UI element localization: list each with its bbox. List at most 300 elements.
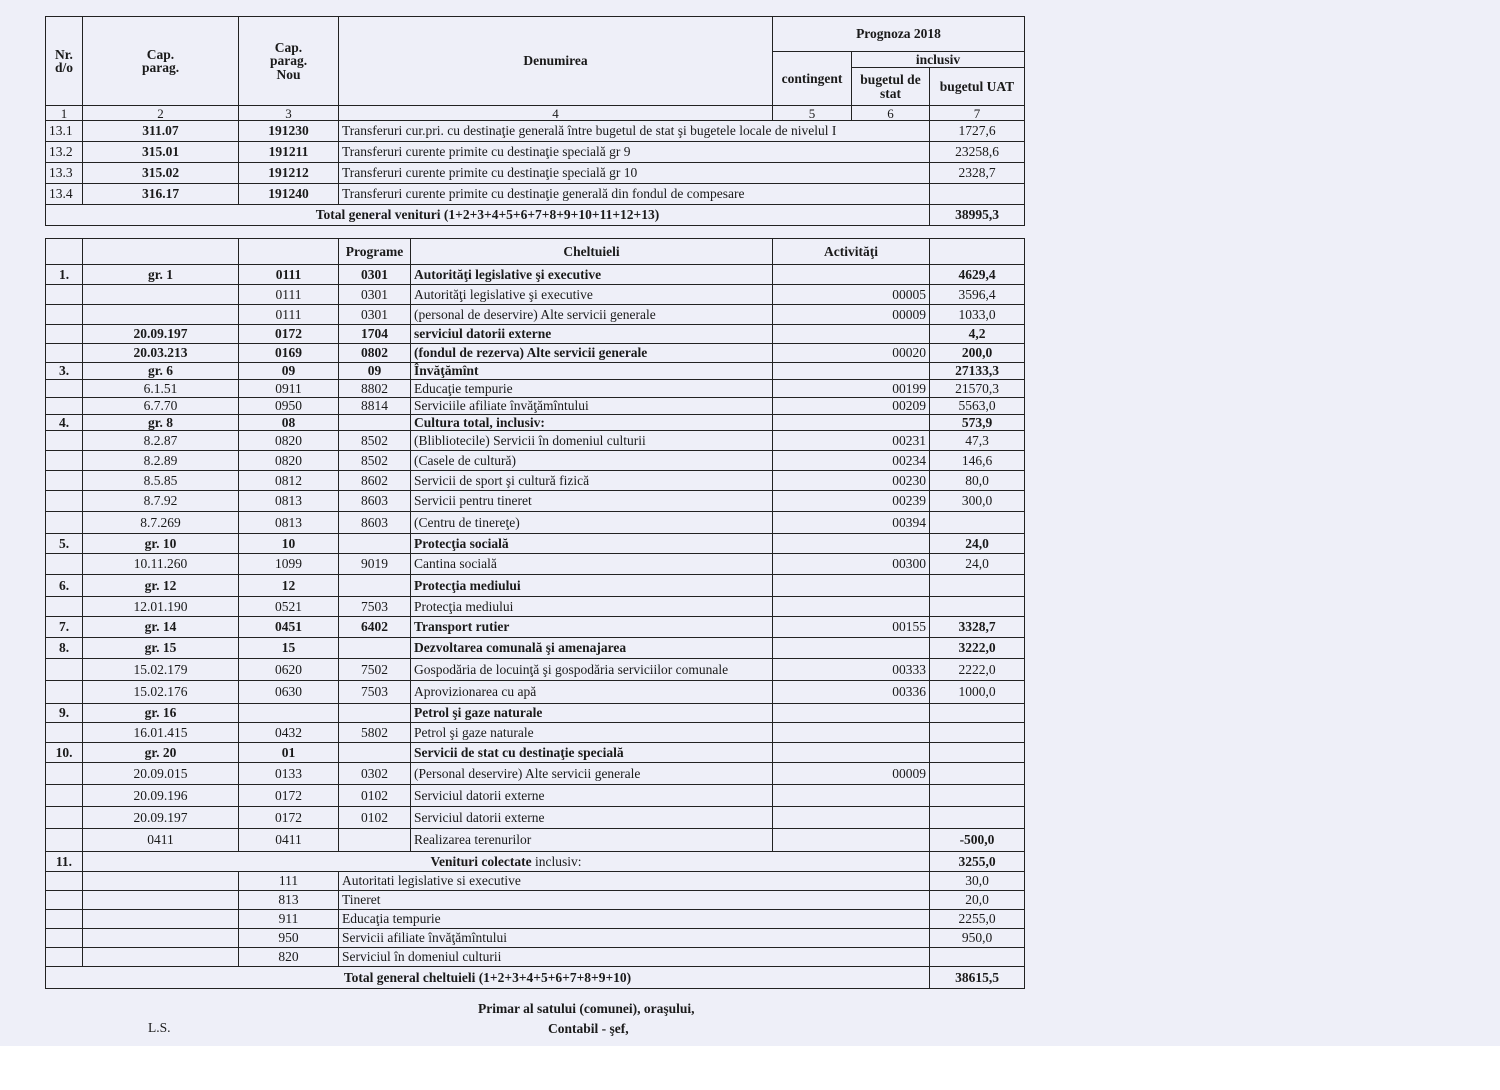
expense-row (46, 380, 1025, 398)
cap-parag-nou: 0521 (239, 597, 339, 617)
cap-parag-nou: 0133 (239, 763, 339, 785)
expense-row (46, 743, 1025, 763)
cap-parag: 20.09.197 (83, 807, 239, 829)
collected-item-row (46, 910, 1025, 929)
expense-value: 80,0 (930, 471, 1025, 491)
program-code: 7503 (339, 597, 411, 617)
row-number: 4. (46, 415, 83, 431)
cap-parag-nou: 191212 (239, 163, 339, 184)
row-number (46, 723, 83, 743)
expense-value (930, 763, 1025, 785)
expense-row (46, 617, 1025, 638)
collected-row: 11. Venituri colectate inclusiv: 3255,0 (46, 852, 1025, 872)
expense-name: Protecţia mediului (411, 575, 773, 597)
cap-parag-nou: 0432 (239, 723, 339, 743)
collected-name: Servicii afiliate învăţămîntului (339, 929, 930, 948)
expense-name: Realizarea terenurilor (411, 829, 773, 852)
row-number (46, 785, 83, 807)
cap-parag-nou: 0813 (239, 512, 339, 534)
collected-value: 950,0 (930, 929, 1025, 948)
cap-parag: 8.7.269 (83, 512, 239, 534)
revenue-value: 1727,6 (930, 121, 1025, 142)
expense-name: Aprovizionarea cu apă (411, 681, 773, 704)
header-programe: Programe (339, 239, 411, 265)
expense-name: serviciul datorii externe (411, 325, 773, 344)
expense-row (46, 431, 1025, 451)
expense-value: 27133,3 (930, 363, 1025, 380)
expense-value: 21570,3 (930, 380, 1025, 398)
program-code: 5802 (339, 723, 411, 743)
column-numbers-row: 1 2 3 4 5 6 7 (46, 106, 1025, 121)
cap-parag: 20.09.196 (83, 785, 239, 807)
cap-parag-nou: 01 (239, 743, 339, 763)
row-number (46, 380, 83, 398)
cap-parag: 15.02.176 (83, 681, 239, 704)
activity-code: 00009 (773, 763, 930, 785)
program-code: 8602 (339, 471, 411, 491)
cap-parag: gr. 1 (83, 265, 239, 285)
cap-parag: gr. 10 (83, 534, 239, 554)
expense-name: Petrol şi gaze naturale (411, 723, 773, 743)
revenue-table (45, 16, 1025, 226)
revenue-row (46, 121, 1025, 142)
row-number (46, 325, 83, 344)
cap-parag: 8.7.92 (83, 491, 239, 512)
expense-value: 573,9 (930, 415, 1025, 431)
cap-parag: gr. 14 (83, 617, 239, 638)
program-code: 8603 (339, 512, 411, 534)
program-code: 9019 (339, 554, 411, 575)
row-number (46, 659, 83, 681)
header-activitati: Activităţi (773, 239, 930, 265)
cap-parag-nou: 0820 (239, 431, 339, 451)
cap-parag: 10.11.260 (83, 554, 239, 575)
activity-code: 00020 (773, 344, 930, 363)
expense-name: (Casele de cultură) (411, 451, 773, 471)
expense-row (46, 575, 1025, 597)
row-number: 1. (46, 265, 83, 285)
program-code (339, 575, 411, 597)
cap-parag-nou: 15 (239, 638, 339, 659)
program-code (339, 704, 411, 723)
expense-row (46, 659, 1025, 681)
program-code: 0302 (339, 763, 411, 785)
collected-item-row (46, 872, 1025, 891)
collected-value: 20,0 (930, 891, 1025, 910)
header-nr: Nr. d/o (46, 17, 83, 106)
cap-parag: gr. 20 (83, 743, 239, 763)
activity-code (773, 534, 930, 554)
cap-parag: 0411 (83, 829, 239, 852)
row-number: 13.2 (46, 142, 83, 163)
collected-item-row (46, 929, 1025, 948)
expense-value (930, 512, 1025, 534)
row-number (46, 807, 83, 829)
cap-parag-nou: 10 (239, 534, 339, 554)
activity-code (773, 638, 930, 659)
cap-parag: 16.01.415 (83, 723, 239, 743)
program-code (339, 743, 411, 763)
collected-item-row (46, 948, 1025, 967)
cap-parag-nou: 0172 (239, 785, 339, 807)
row-number (46, 597, 83, 617)
expense-row (46, 325, 1025, 344)
program-code: 8502 (339, 431, 411, 451)
program-code: 0301 (339, 305, 411, 325)
collected-item-row (46, 891, 1025, 910)
cap-parag-nou: 09 (239, 363, 339, 380)
row-number (46, 451, 83, 471)
cap-parag: 8.5.85 (83, 471, 239, 491)
expense-name: Servicii de stat cu destinaţie specială (411, 743, 773, 763)
activity-code (773, 723, 930, 743)
cap-parag-nou: 12 (239, 575, 339, 597)
revenue-total-label: Total general venituri (1+2+3+4+5+6+7+8+9+10+11+12+13) (46, 205, 930, 226)
cap-parag-nou: 191240 (239, 184, 339, 205)
expense-value: 24,0 (930, 534, 1025, 554)
row-number: 3. (46, 363, 83, 380)
cap-parag: gr. 16 (83, 704, 239, 723)
stamp-place-label: L.S. (148, 1020, 171, 1035)
cap-parag: 20.09.015 (83, 763, 239, 785)
expense-name: Petrol şi gaze naturale (411, 704, 773, 723)
collected-code: 820 (239, 948, 339, 967)
row-number: 13.4 (46, 184, 83, 205)
page-margin (0, 1046, 1500, 1090)
expense-name: Protecţia mediului (411, 597, 773, 617)
header-denumirea: Denumirea (339, 17, 773, 106)
expense-total-row (46, 967, 1025, 989)
cap-parag-nou: 08 (239, 415, 339, 431)
expense-row (46, 285, 1025, 305)
row-number (46, 305, 83, 325)
activity-code: 00155 (773, 617, 930, 638)
activity-code: 00209 (773, 398, 930, 415)
row-number (46, 285, 83, 305)
header-contingent: contingent (773, 52, 852, 106)
header-bugetul-uat: bugetul UAT (930, 68, 1025, 106)
cap-parag: gr. 6 (83, 363, 239, 380)
row-number: 10. (46, 743, 83, 763)
expense-row (46, 681, 1025, 704)
cap-parag-nou: 0172 (239, 807, 339, 829)
program-code (339, 829, 411, 852)
expense-row (46, 398, 1025, 415)
expense-value: 2222,0 (930, 659, 1025, 681)
expense-row (46, 305, 1025, 325)
program-code: 7502 (339, 659, 411, 681)
expense-name: Serviciul datorii externe (411, 807, 773, 829)
cap-parag: 20.03.213 (83, 344, 239, 363)
program-code: 0102 (339, 807, 411, 829)
row-number (46, 398, 83, 415)
cap-parag-nou: 191230 (239, 121, 339, 142)
expense-row (46, 638, 1025, 659)
activity-code (773, 743, 930, 763)
expense-name: Cantina socială (411, 554, 773, 575)
cap-parag: 316.17 (83, 184, 239, 205)
activity-code: 00394 (773, 512, 930, 534)
expense-value (930, 723, 1025, 743)
program-code: 0802 (339, 344, 411, 363)
expense-value: 3596,4 (930, 285, 1025, 305)
row-number (46, 681, 83, 704)
activity-code: 00230 (773, 471, 930, 491)
header-cap-parag-nou: Cap. parag. Nou (239, 17, 339, 106)
header-bugetul-stat: bugetul de stat (852, 68, 930, 106)
header-cheltuieli: Cheltuieli (411, 239, 773, 265)
cap-parag: 315.02 (83, 163, 239, 184)
expense-row (46, 597, 1025, 617)
revenue-value: 2328,7 (930, 163, 1025, 184)
cap-parag-nou: 0111 (239, 305, 339, 325)
revenue-total-row (46, 205, 1025, 226)
expense-row (46, 344, 1025, 363)
expense-total-value: 38615,5 (930, 967, 1025, 989)
cap-parag (83, 285, 239, 305)
collected-value: 2255,0 (930, 910, 1025, 929)
expense-row (46, 471, 1025, 491)
expense-row (46, 829, 1025, 852)
cap-parag-nou: 0169 (239, 344, 339, 363)
expense-name: Educaţie tempurie (411, 380, 773, 398)
revenue-row (46, 163, 1025, 184)
cap-parag: gr. 8 (83, 415, 239, 431)
row-number: 13.1 (46, 121, 83, 142)
collected-name: Serviciul în domeniul culturii (339, 948, 930, 967)
expense-value (930, 704, 1025, 723)
expense-value: 3222,0 (930, 638, 1025, 659)
collected-code: 950 (239, 929, 339, 948)
expense-value: 5563,0 (930, 398, 1025, 415)
cap-parag-nou: 0820 (239, 451, 339, 471)
expense-row (46, 363, 1025, 380)
expense-value: 300,0 (930, 491, 1025, 512)
expense-name: Cultura total, inclusiv: (411, 415, 773, 431)
expense-name: Transport rutier (411, 617, 773, 638)
activity-code (773, 363, 930, 380)
cap-parag: 8.2.87 (83, 431, 239, 451)
expense-name: Protecţia socială (411, 534, 773, 554)
row-number (46, 491, 83, 512)
row-number: 9. (46, 704, 83, 723)
cap-parag-nou: 0172 (239, 325, 339, 344)
row-number: 8. (46, 638, 83, 659)
row-number: 7. (46, 617, 83, 638)
expense-name: Autorităţi legislative şi executive (411, 265, 773, 285)
revenue-name: Transferuri cur.pri. cu destinaţie generală între bugetul de stat şi bugetele locale de nivelul I (339, 121, 930, 142)
row-number: 6. (46, 575, 83, 597)
expense-name: (Blibliotecile) Servicii în domeniul culturii (411, 431, 773, 451)
expense-value: 1033,0 (930, 305, 1025, 325)
expense-row (46, 534, 1025, 554)
expense-name: (Personal deservire) Alte servicii generale (411, 763, 773, 785)
program-code: 0301 (339, 265, 411, 285)
expense-row (46, 763, 1025, 785)
row-number (46, 471, 83, 491)
activity-code: 00239 (773, 491, 930, 512)
expense-row (46, 807, 1025, 829)
cap-parag-nou: 1099 (239, 554, 339, 575)
expense-value: 1000,0 (930, 681, 1025, 704)
expense-name: (fondul de rezerva) Alte servicii generale (411, 344, 773, 363)
cap-parag: 6.1.51 (83, 380, 239, 398)
expense-value (930, 743, 1025, 763)
revenue-total-value: 38995,3 (930, 205, 1025, 226)
activity-code (773, 829, 930, 852)
expense-value: 4,2 (930, 325, 1025, 344)
row-number (46, 763, 83, 785)
expense-value: -500,0 (930, 829, 1025, 852)
expense-row (46, 265, 1025, 285)
cap-parag: 12.01.190 (83, 597, 239, 617)
program-code (339, 534, 411, 554)
activity-code: 00234 (773, 451, 930, 471)
expense-name: Învăţămînt (411, 363, 773, 380)
revenue-row (46, 184, 1025, 205)
activity-code: 00300 (773, 554, 930, 575)
expense-row (46, 723, 1025, 743)
expense-name: (personal de deservire) Alte servicii generale (411, 305, 773, 325)
revenue-name: Transferuri curente primite cu destinaţie specială gr 9 (339, 142, 930, 163)
collected-name: Tineret (339, 891, 930, 910)
revenue-row (46, 142, 1025, 163)
program-code: 1704 (339, 325, 411, 344)
expense-name: Autorităţi legislative şi executive (411, 285, 773, 305)
cap-parag (83, 305, 239, 325)
row-number (46, 512, 83, 534)
activity-code (773, 704, 930, 723)
collected-code: 813 (239, 891, 339, 910)
header-prognoza: Prognoza 2018 (773, 17, 1025, 52)
revenue-name: Transferuri curente primite cu destinaţie generală din fondul de compesare (339, 184, 930, 205)
row-number: 5. (46, 534, 83, 554)
cap-parag-nou: 0111 (239, 265, 339, 285)
program-code: 8814 (339, 398, 411, 415)
expense-value: 200,0 (930, 344, 1025, 363)
program-code: 8603 (339, 491, 411, 512)
activity-code: 00199 (773, 380, 930, 398)
expense-header-row (46, 239, 1025, 265)
expense-value (930, 807, 1025, 829)
expense-name: Servicii de sport şi cultură fizică (411, 471, 773, 491)
collected-value: 3255,0 (930, 852, 1025, 872)
cap-parag: 20.09.197 (83, 325, 239, 344)
expense-value: 24,0 (930, 554, 1025, 575)
program-code: 8502 (339, 451, 411, 471)
program-code: 09 (339, 363, 411, 380)
cap-parag-nou: 0451 (239, 617, 339, 638)
collected-label: Venituri colectate inclusiv: (83, 852, 930, 872)
activity-code: 00231 (773, 431, 930, 451)
expense-value: 3328,7 (930, 617, 1025, 638)
row-number: 13.3 (46, 163, 83, 184)
expense-value (930, 785, 1025, 807)
expense-row (46, 491, 1025, 512)
expense-row (46, 704, 1025, 723)
expense-name: Servicii pentru tineret (411, 491, 773, 512)
expense-value: 47,3 (930, 431, 1025, 451)
expense-value: 146,6 (930, 451, 1025, 471)
activity-code (773, 785, 930, 807)
collected-code: 911 (239, 910, 339, 929)
expense-row (46, 554, 1025, 575)
activity-code: 00336 (773, 681, 930, 704)
activity-code (773, 807, 930, 829)
program-code (339, 638, 411, 659)
cap-parag: 15.02.179 (83, 659, 239, 681)
cap-parag-nou: 0950 (239, 398, 339, 415)
expense-name: Serviciile afiliate învăţămîntului (411, 398, 773, 415)
activity-code: 00009 (773, 305, 930, 325)
collected-value: 30,0 (930, 872, 1025, 891)
cap-parag-nou: 0911 (239, 380, 339, 398)
expense-value (930, 597, 1025, 617)
expense-total-label: Total general cheltuieli (1+2+3+4+5+6+7+8+9+10) (46, 967, 930, 989)
header-cap-parag: Cap. parag. (83, 17, 239, 106)
activity-code (773, 415, 930, 431)
row-number (46, 344, 83, 363)
cap-parag: 6.7.70 (83, 398, 239, 415)
expense-row (46, 785, 1025, 807)
activity-code: 00333 (773, 659, 930, 681)
activity-code (773, 325, 930, 344)
cap-parag: 315.01 (83, 142, 239, 163)
cap-parag: 311.07 (83, 121, 239, 142)
expense-name: Serviciul datorii externe (411, 785, 773, 807)
cap-parag-nou: 0812 (239, 471, 339, 491)
header-inclusiv: inclusiv (852, 52, 1025, 68)
cap-parag-nou (239, 704, 339, 723)
expense-value (930, 575, 1025, 597)
row-number (46, 829, 83, 852)
program-code: 8802 (339, 380, 411, 398)
cap-parag: 8.2.89 (83, 451, 239, 471)
cap-parag-nou: 0111 (239, 285, 339, 305)
cap-parag-nou: 0411 (239, 829, 339, 852)
activity-code (773, 597, 930, 617)
revenue-value: 23258,6 (930, 142, 1025, 163)
program-code: 7503 (339, 681, 411, 704)
program-code: 0301 (339, 285, 411, 305)
cap-parag: gr. 15 (83, 638, 239, 659)
cap-parag: gr. 12 (83, 575, 239, 597)
activity-code (773, 575, 930, 597)
expense-table (45, 238, 1025, 989)
cap-parag-nou: 0813 (239, 491, 339, 512)
expense-row (46, 415, 1025, 431)
program-code: 6402 (339, 617, 411, 638)
revenue-value (930, 184, 1025, 205)
cap-parag-nou: 0620 (239, 659, 339, 681)
revenue-name: Transferuri curente primite cu destinaţie specială gr 10 (339, 163, 930, 184)
row-number (46, 431, 83, 451)
expense-name: (Centru de tinereţe) (411, 512, 773, 534)
signature-mayor: Primar al satului (comunei), oraşului, (478, 1001, 695, 1016)
collected-name: Autoritati legislative si executive (339, 872, 930, 891)
collected-name: Educaţia tempurie (339, 910, 930, 929)
expense-row (46, 451, 1025, 471)
signature-accountant: Contabil - şef, (548, 1021, 629, 1036)
expense-row (46, 512, 1025, 534)
program-code: 0102 (339, 785, 411, 807)
cap-parag-nou: 0630 (239, 681, 339, 704)
activity-code: 00005 (773, 285, 930, 305)
activity-code (773, 265, 930, 285)
collected-value (930, 948, 1025, 967)
cap-parag-nou: 191211 (239, 142, 339, 163)
expense-name: Gospodăria de locuinţă şi gospodăria serviciilor comunale (411, 659, 773, 681)
